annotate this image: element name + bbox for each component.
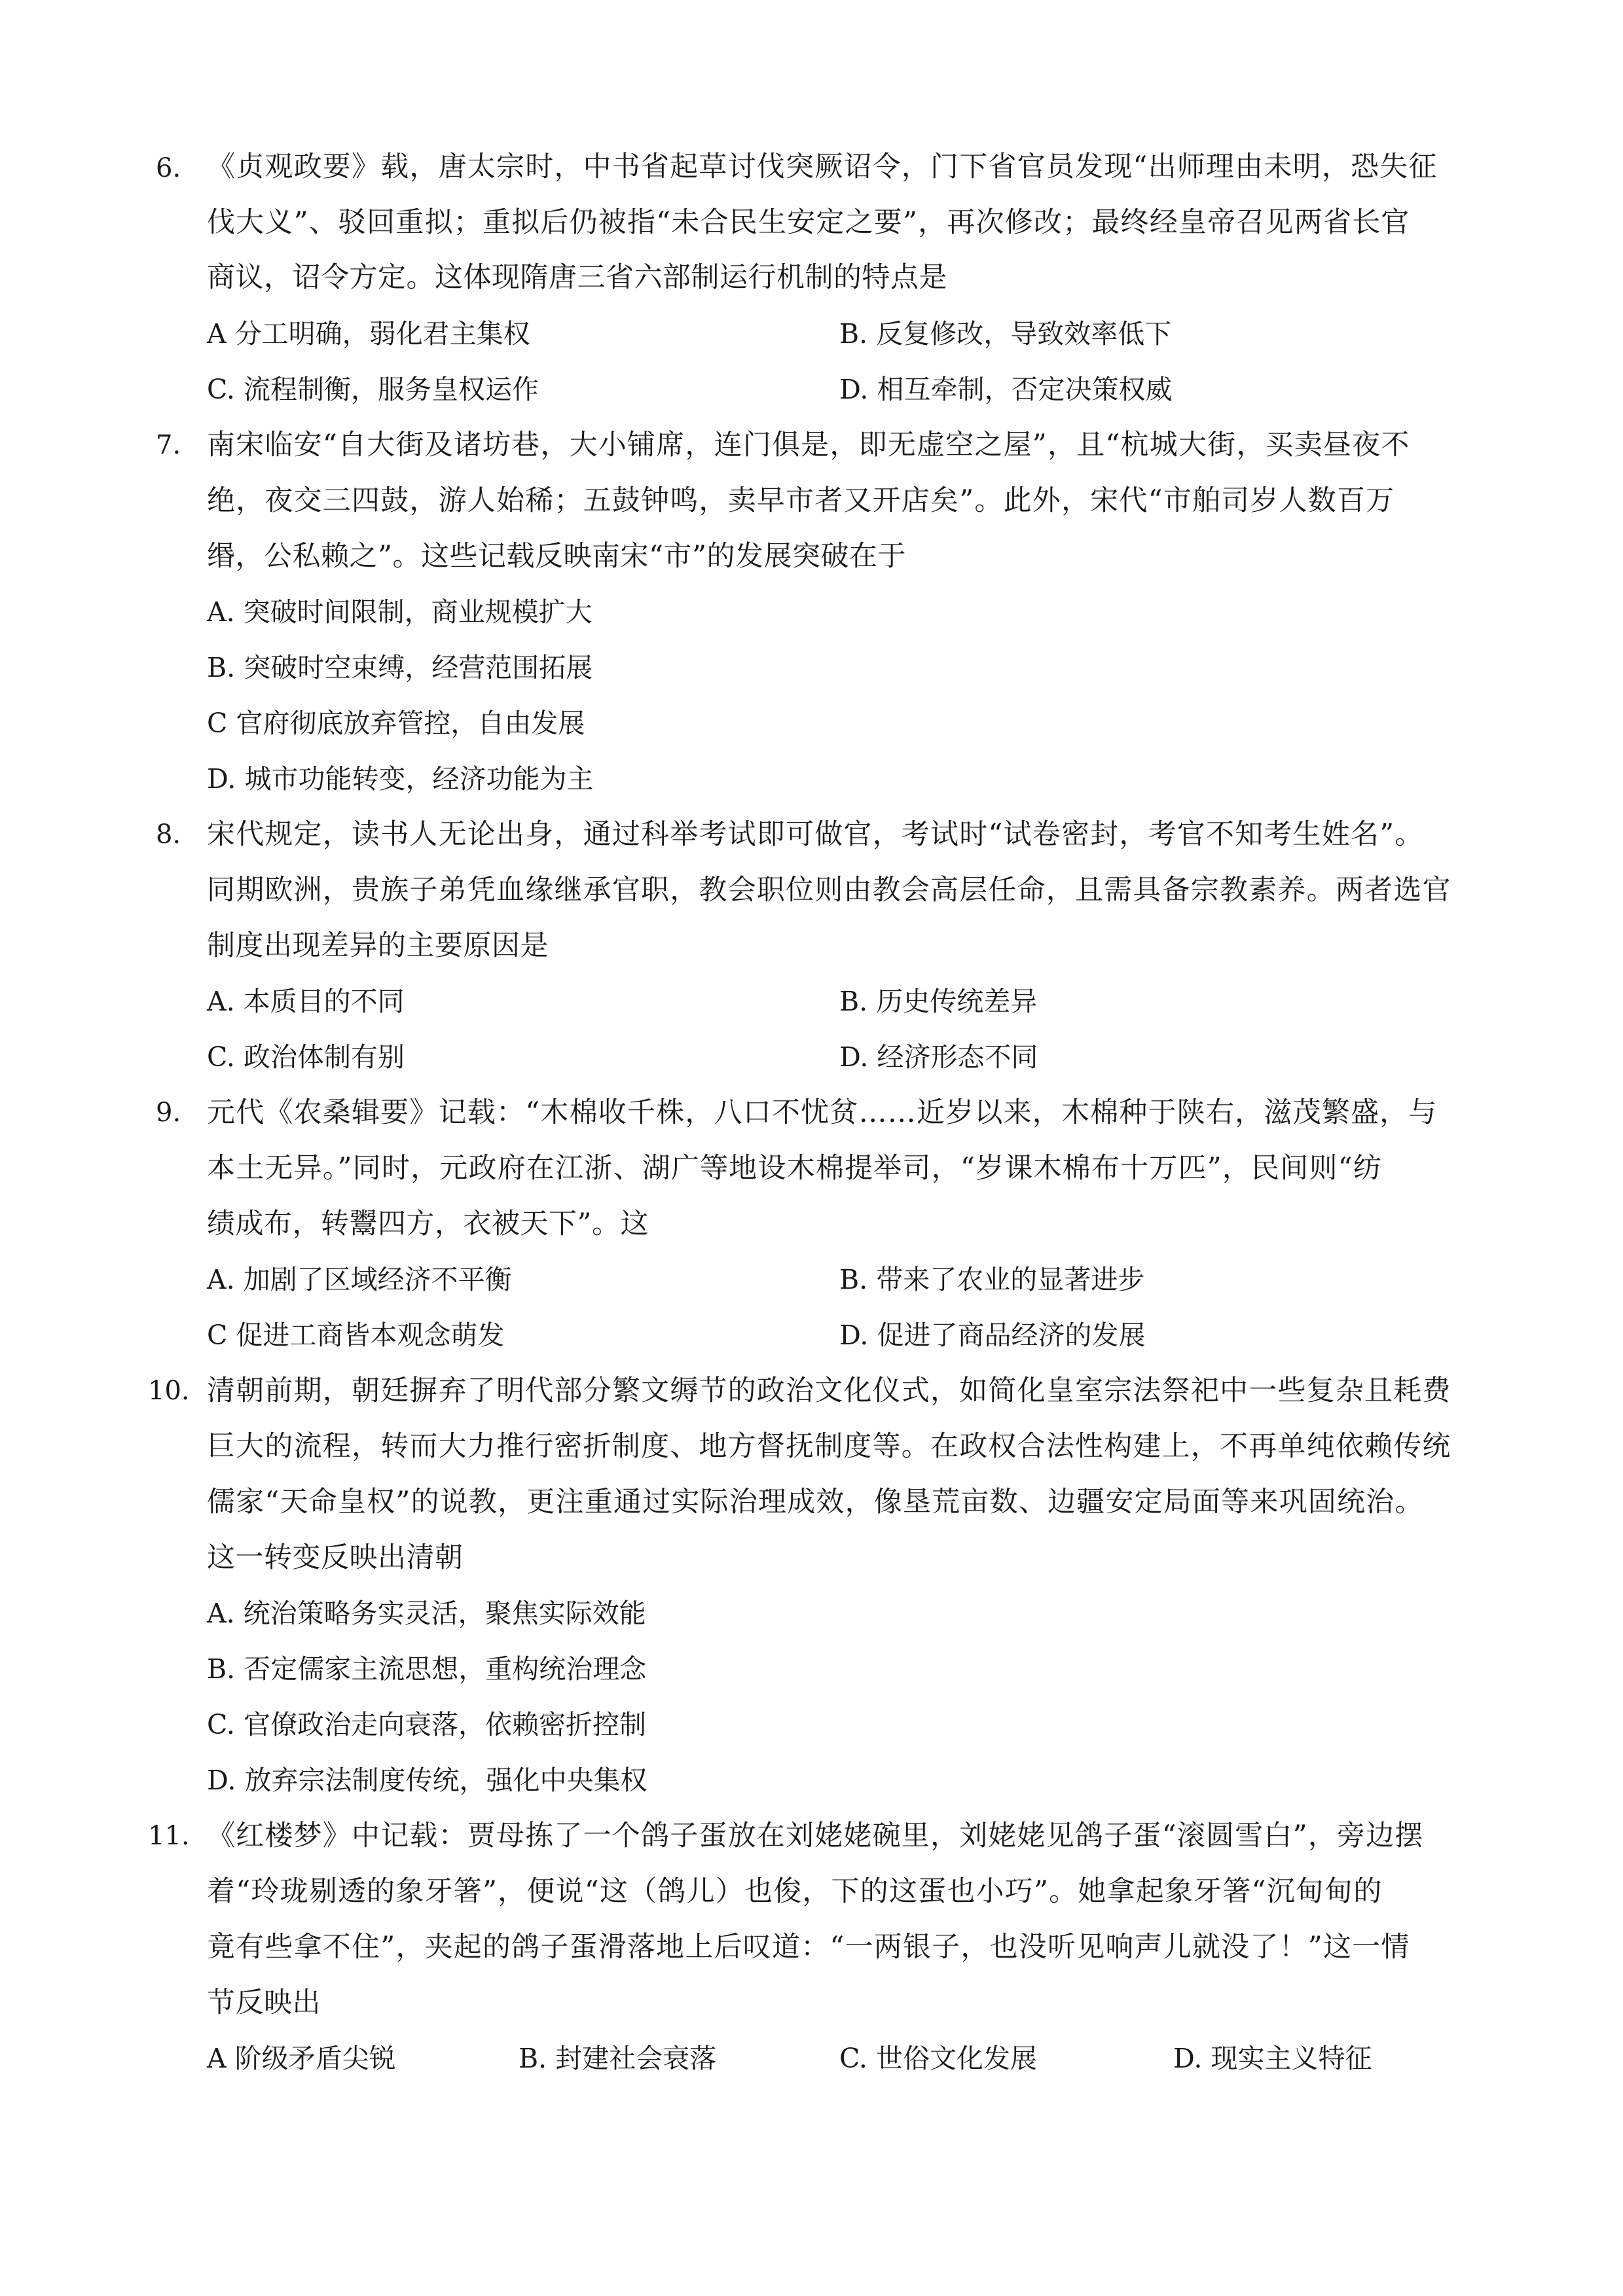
stem-line: 制度出现差异的主要原因是 [207,929,549,962]
stem-line: 伐大义”、驳回重拟；重拟后仍被指“未合民生安定之要”，再次修改；最终经皇帝召见两省长官 [207,206,1410,239]
option-d: D. 放弃宗法制度传统，强化中央集权 [207,1765,647,1796]
stem-line: 缗，公私赖之”。这些记载反映南宋“市”的发展突破在于 [207,540,906,573]
question-number: 9. [156,1098,181,1128]
option-b: B. 封建社会衰落 [519,2043,717,2074]
option-c: C. 官僚政治走向衰落，依赖密折控制 [207,1709,646,1740]
stem-line: 本土无异。”同时，元政府在江浙、湖广等地设木棉提举司，“岁课木棉布十万匹”，民间则“纺 [207,1152,1383,1185]
option-c: C. 流程制衡，服务皇权运作 [207,374,539,405]
option-b: B. 历史传统差异 [839,986,1038,1017]
question-number: 10. [148,1376,190,1406]
stem-line: 绩成布，转鬻四方，衣被天下”。这 [207,1208,649,1240]
option-d: D. 现实主义特征 [1173,2043,1372,2074]
stem-line: 南宋临安“自大街及诸坊巷，大小铺席，连门俱是，即无虚空之屋”，且“杭城大街，买卖昼夜不 [207,429,1410,461]
option-a: A. 突破时间限制，商业规模扩大 [207,596,593,628]
stem-line: 着“玲珑剔透的象牙箸”，便说“这（鸽儿）也俊，下的这蛋也小巧”。她拿起象牙箸“沉甸甸的 [207,1875,1383,1908]
option-d: D. 促进了商品经济的发展 [839,1319,1146,1351]
option-d: D. 城市功能转变，经济功能为主 [207,763,594,795]
stem-line: 这一转变反映出清朝 [207,1541,464,1574]
option-b: B. 反复修改，导致效率低下 [839,318,1172,350]
stem-line: 儒家“天命皇权”的说教，更注重通过实际治理成效，像垦荒亩数、边疆安定局面等来巩固统治。 [207,1486,1424,1518]
option-d: D. 相互牵制，否定决策权威 [839,374,1173,405]
question-number: 11. [148,1821,190,1851]
stem-line: 绝，夜交三四鼓，游人始稀；五鼓钟鸣，卖早市者又开店矣”。此外，宋代“市舶司岁人数百万 [207,484,1395,517]
option-a: A. 本质目的不同 [207,986,405,1017]
stem-line: 巨大的流程，转而大力推行密折制度、地方督抚制度等。在政权合法性构建上，不再单纯依赖传统 [207,1430,1451,1463]
option-b: B. 突破时空束缚，经营范围拓展 [207,652,593,683]
stem-line: 清朝前期，朝廷摒弃了明代部分繁文缛节的政治文化仪式，如简化皇室宗法祭祀中一些复杂且耗费 [207,1374,1451,1407]
option-d: D. 经济形态不同 [839,1041,1038,1073]
option-c: C 促进工商皆本观念萌发 [207,1319,505,1351]
question-number: 7. [156,430,181,460]
question-number: 6. [156,153,181,183]
stem-line: 节反映出 [207,1986,321,2019]
option-a: A. 统治策略务实灵活，聚焦实际效能 [207,1598,646,1629]
stem-line: 商议，诏令方定。这体现隋唐三省六部制运行机制的特点是 [207,261,947,294]
stem-line: 同期欧洲，贵族子弟凭血缘继承官职，教会职位则由教会高层任命，且需具备宗教素养。两者选官 [207,874,1451,906]
stem-line: 元代《农桑辑要》记载：“木棉收千株，八口不忧贫……近岁以来，木棉种于陕右，滋茂繁盛，与 [207,1096,1438,1129]
option-b: B. 否定儒家主流思想，重构统治理念 [207,1653,647,1685]
option-c: C. 世俗文化发展 [839,2043,1037,2074]
stem-line: 竟有些拿不住”，夹起的鸽子蛋滑落地上后叹道：“一两银子，也没听见响声儿就没了！”这一情 [207,1931,1410,1964]
option-a: A 阶级矛盾尖锐 [207,2043,396,2074]
option-c: C 官府彻底放弃管控，自由发展 [207,708,585,739]
option-a: A. 加剧了区域经济不平衡 [207,1264,512,1295]
option-c: C. 政治体制有别 [207,1041,405,1073]
stem-line: 《红楼梦》中记载：贾母拣了一个鸽子蛋放在刘姥姥碗里，刘姥姥见鸽子蛋“滚圆雪白”，旁边摆 [207,1820,1424,1852]
option-b: B. 带来了农业的显著进步 [839,1264,1145,1295]
question-number: 8. [156,819,181,850]
stem-line: 《贞观政要》载，唐太宗时，中书省起草讨伐突厥诏令，门下省官员发现“出师理由未明，恐失征 [207,151,1438,183]
option-a: A 分工明确，弱化君主集权 [207,318,530,350]
stem-line: 宋代规定，读书人无论出身，通过科举考试即可做官，考试时“试卷密封，考官不知考生姓名”。 [207,818,1424,851]
